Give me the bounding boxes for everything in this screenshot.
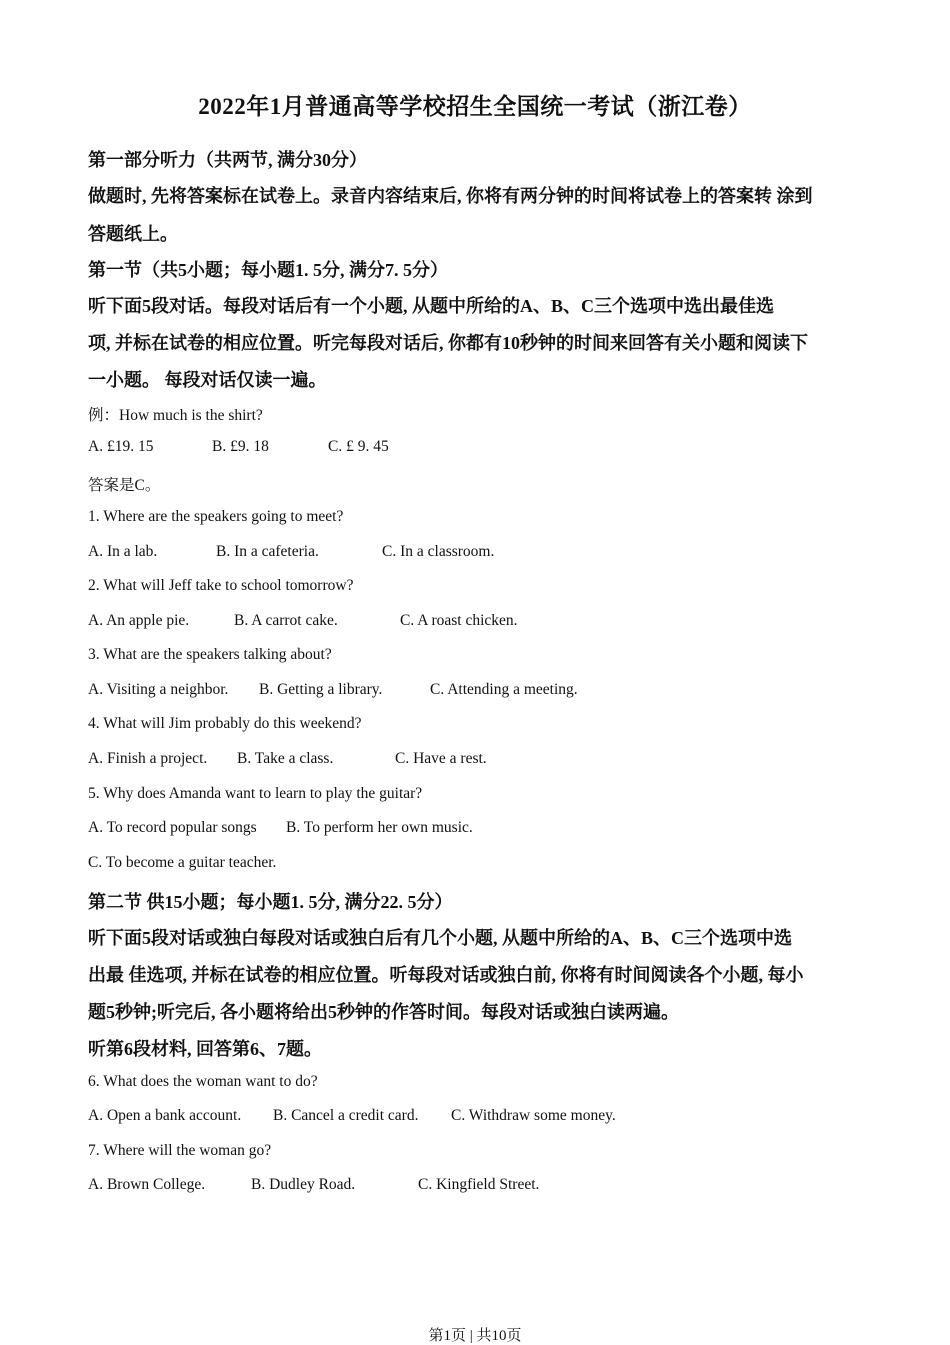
example-question: 例：How much is the shirt?	[88, 407, 263, 424]
part1-heading: 第一部分听力（共两节, 满分30分）	[88, 150, 367, 170]
section1-instruction-line: 项, 并标在试卷的相应位置。听完每段对话后, 你都有10秒钟的时间来回答有关小题和阅读下	[88, 333, 808, 353]
part1-instruction-line: 答题纸上。	[88, 224, 178, 244]
example-option-a: A. £19. 15	[88, 438, 154, 455]
section2-instruction-line: 听下面5段对话或独白每段对话或独白后有几个小题, 从题中所给的A、B、C三个选项中选	[88, 928, 793, 948]
question-6: 6. What does the woman want to do?	[88, 1073, 318, 1090]
part1-instruction-line: 做题时, 先将答案标在试卷上。录音内容结束后, 你将有两分钟的时间将试卷上的答案转 涂到	[88, 186, 813, 206]
q7-option-c: C. Kingfield Street.	[418, 1176, 540, 1193]
q3-option-c: C. Attending a meeting.	[430, 681, 578, 698]
q5-option-b: B. To perform her own music.	[286, 819, 473, 836]
page-footer: 第1页 | 共10页	[428, 1328, 522, 1344]
section1-instruction-line: 一小题。 每段对话仅读一遍。	[88, 370, 327, 390]
q3-option-b: B. Getting a library.	[259, 681, 383, 698]
section2-heading: 第二节 供15小题；每小题1. 5分, 满分22. 5分）	[88, 892, 453, 912]
q4-option-a: A. Finish a project.	[88, 750, 208, 767]
section2-instruction-line: 题5秒钟;听完后, 各小题将给出5秒钟的作答时间。每段对话或独白读两遍。	[88, 1002, 679, 1022]
q5-option-c: C. To become a guitar teacher.	[88, 854, 277, 871]
question-3: 3. What are the speakers talking about?	[88, 646, 332, 663]
page-title: 2022年1月普通高等学校招生全国统一考试（浙江卷）	[198, 94, 752, 119]
q2-option-c: C. A roast chicken.	[400, 612, 518, 629]
question-5: 5. Why does Amanda want to learn to play the guitar?	[88, 785, 423, 802]
question-7: 7. Where will the woman go?	[88, 1142, 272, 1159]
question-4: 4. What will Jim probably do this weekend?	[88, 715, 362, 732]
q2-option-a: A. An apple pie.	[88, 612, 190, 629]
q1-option-b: B. In a cafeteria.	[216, 543, 319, 560]
material-6-heading: 听第6段材料, 回答第6、7题。	[88, 1039, 322, 1059]
section1-instruction-line: 听下面5段对话。每段对话后有一个小题, 从题中所给的A、B、C三个选项中选出最佳选	[88, 296, 775, 316]
q6-option-b: B. Cancel a credit card.	[273, 1107, 419, 1124]
section2-instruction-line: 出最 佳选项, 并标在试卷的相应位置。听每段对话或独白前, 你将有时间阅读各个小题, 每小	[88, 965, 804, 985]
q6-option-a: A. Open a bank account.	[88, 1107, 242, 1124]
q1-option-c: C. In a classroom.	[382, 543, 495, 560]
q4-option-b: B. Take a class.	[237, 750, 334, 767]
q5-option-a: A. To record popular songs	[88, 819, 257, 836]
section1-heading: 第一节（共5小题；每小题1. 5分, 满分7. 5分）	[88, 260, 448, 280]
example-answer: 答案是C。	[88, 477, 161, 494]
q7-option-a: A. Brown College.	[88, 1176, 206, 1193]
q1-option-a: A. In a lab.	[88, 543, 158, 560]
q6-option-c: C. Withdraw some money.	[451, 1107, 616, 1124]
q7-option-b: B. Dudley Road.	[251, 1176, 356, 1193]
example-option-b: B. £9. 18	[212, 438, 269, 455]
question-2: 2. What will Jeff take to school tomorrow?	[88, 577, 354, 594]
example-option-c: C. £ 9. 45	[328, 438, 389, 455]
question-1: 1. Where are the speakers going to meet?	[88, 508, 344, 525]
q3-option-a: A. Visiting a neighbor.	[88, 681, 229, 698]
q4-option-c: C. Have a rest.	[395, 750, 487, 767]
q2-option-b: B. A carrot cake.	[234, 612, 338, 629]
